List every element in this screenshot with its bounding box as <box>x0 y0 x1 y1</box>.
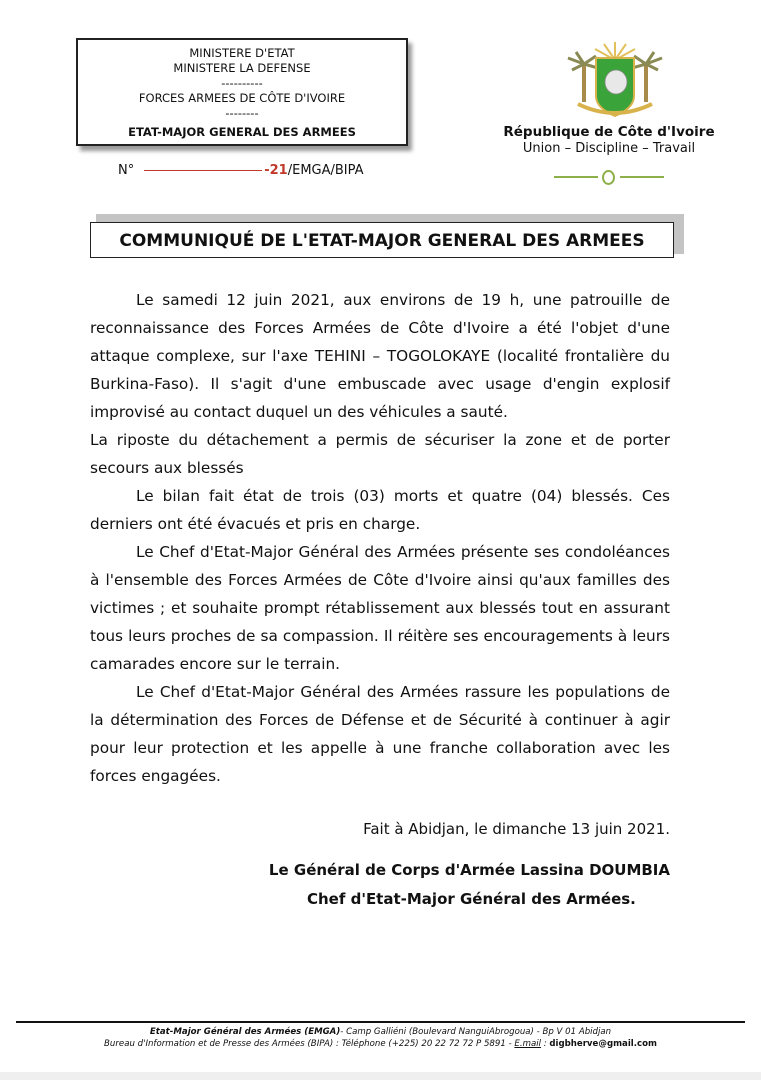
republic-block <box>470 124 748 184</box>
ref-number: -21 <box>264 163 288 178</box>
forces-line: FORCES ARMEES DE CÔTE D'IVOIRE <box>138 91 346 105</box>
ministry-line-2: MINISTERE LA DEFENSE <box>173 61 311 75</box>
ref-prefix: N° <box>118 163 135 178</box>
emga-line: ETAT-MAJOR GENERAL DES ARMEES <box>128 125 356 139</box>
coat-of-arms-icon <box>562 38 668 124</box>
separator-line-right <box>620 176 664 178</box>
republic-motto: Union – Discipline – Travail <box>522 141 696 156</box>
footer-address: - Camp Galliéni (Boulevard NanguiAbrogoua) - Bp V 01 Abidjan <box>340 1027 612 1037</box>
signatory-title: Chef d'Etat-Major Général des Armées. <box>307 890 636 908</box>
paragraph-4: Le Chef d'Etat-Major Général des Armées présente ses condoléances à l'ensemble des Forces Armées de Côte d'Ivoire ainsi qu'aux familles des victimes ; et souhaite prompt rétablissement aux blessés tout en assurant tous leurs proches de sa compassion. Il réitère ses encouragements à leurs camarades encore sur le terrain. <box>90 543 670 673</box>
palm-right <box>632 52 662 102</box>
republic-name: République de Côte d'Ivoire <box>503 124 715 140</box>
footer-line-2 <box>0 1039 761 1049</box>
separator-line-left <box>554 176 598 178</box>
palm-left <box>568 52 598 102</box>
place-date: Fait à Abidjan, le dimanche 13 juin 2021. <box>363 820 670 838</box>
separator-circle <box>602 170 615 185</box>
divider-1: ---------- <box>221 76 263 90</box>
paragraph-3: Le bilan fait état de trois (03) morts et quatre (04) blessés. Ces derniers ont été évacués et pris en charge. <box>90 487 670 533</box>
ref-suffix: /EMGA/BIPA <box>287 163 364 178</box>
footer-contact: Bureau d'Information et de Presse des Armées (BIPA) : Téléphone (+225) 20 22 72 72 P 5891 - <box>104 1039 515 1049</box>
footer-line-1 <box>0 1027 761 1037</box>
bottom-band <box>0 1072 761 1080</box>
ref-blank-line <box>144 170 262 171</box>
paragraph-2: La riposte du détachement a permis de sécuriser la zone et de porter secours aux blessés <box>90 431 670 477</box>
footer-email[interactable]: digbherve@gmail.com <box>549 1039 657 1049</box>
paragraph-5: Le Chef d'Etat-Major Général des Armées rassure les populations de la détermination des Forces de Défense et de Sécurité à continuer à agir pour leur protection et les appelle à une franche collaboration avec les forces engagées. <box>90 683 670 785</box>
footer-org: Etat-Major Général des Armées (EMGA) <box>149 1027 341 1037</box>
divider-2: -------- <box>225 106 259 120</box>
reference-number <box>118 163 364 178</box>
signatory-name: Le Général de Corps d'Armée Lassina DOUMBIA <box>268 861 670 879</box>
header-institution-box <box>76 38 408 146</box>
decorative-separator <box>554 170 664 184</box>
ministry-line-1: MINISTERE D'ETAT <box>189 46 295 60</box>
paragraph-1: Le samedi 12 juin 2021, aux environs de 19 h, une patrouille de reconnaissance des Forces Armées de Côte d'Ivoire a été l'objet d'une attaque complexe, sur l'axe TEHINI – TOGOLOKAYE (localité frontalière du Burkina-Faso). Il s'agit d'une embuscade avec usage d'engin explosif improvisé au contact duquel un des véhicules a sauté. <box>90 291 670 421</box>
footer-divider <box>16 1021 745 1023</box>
footer-email-label: E.mail <box>514 1039 541 1049</box>
elephant-head <box>605 70 627 94</box>
communique-body <box>90 286 670 790</box>
communique-title: COMMUNIQUÉ DE L'ETAT-MAJOR GENERAL DES ARMEES <box>90 222 674 258</box>
footer-email-sep: : <box>540 1039 550 1049</box>
